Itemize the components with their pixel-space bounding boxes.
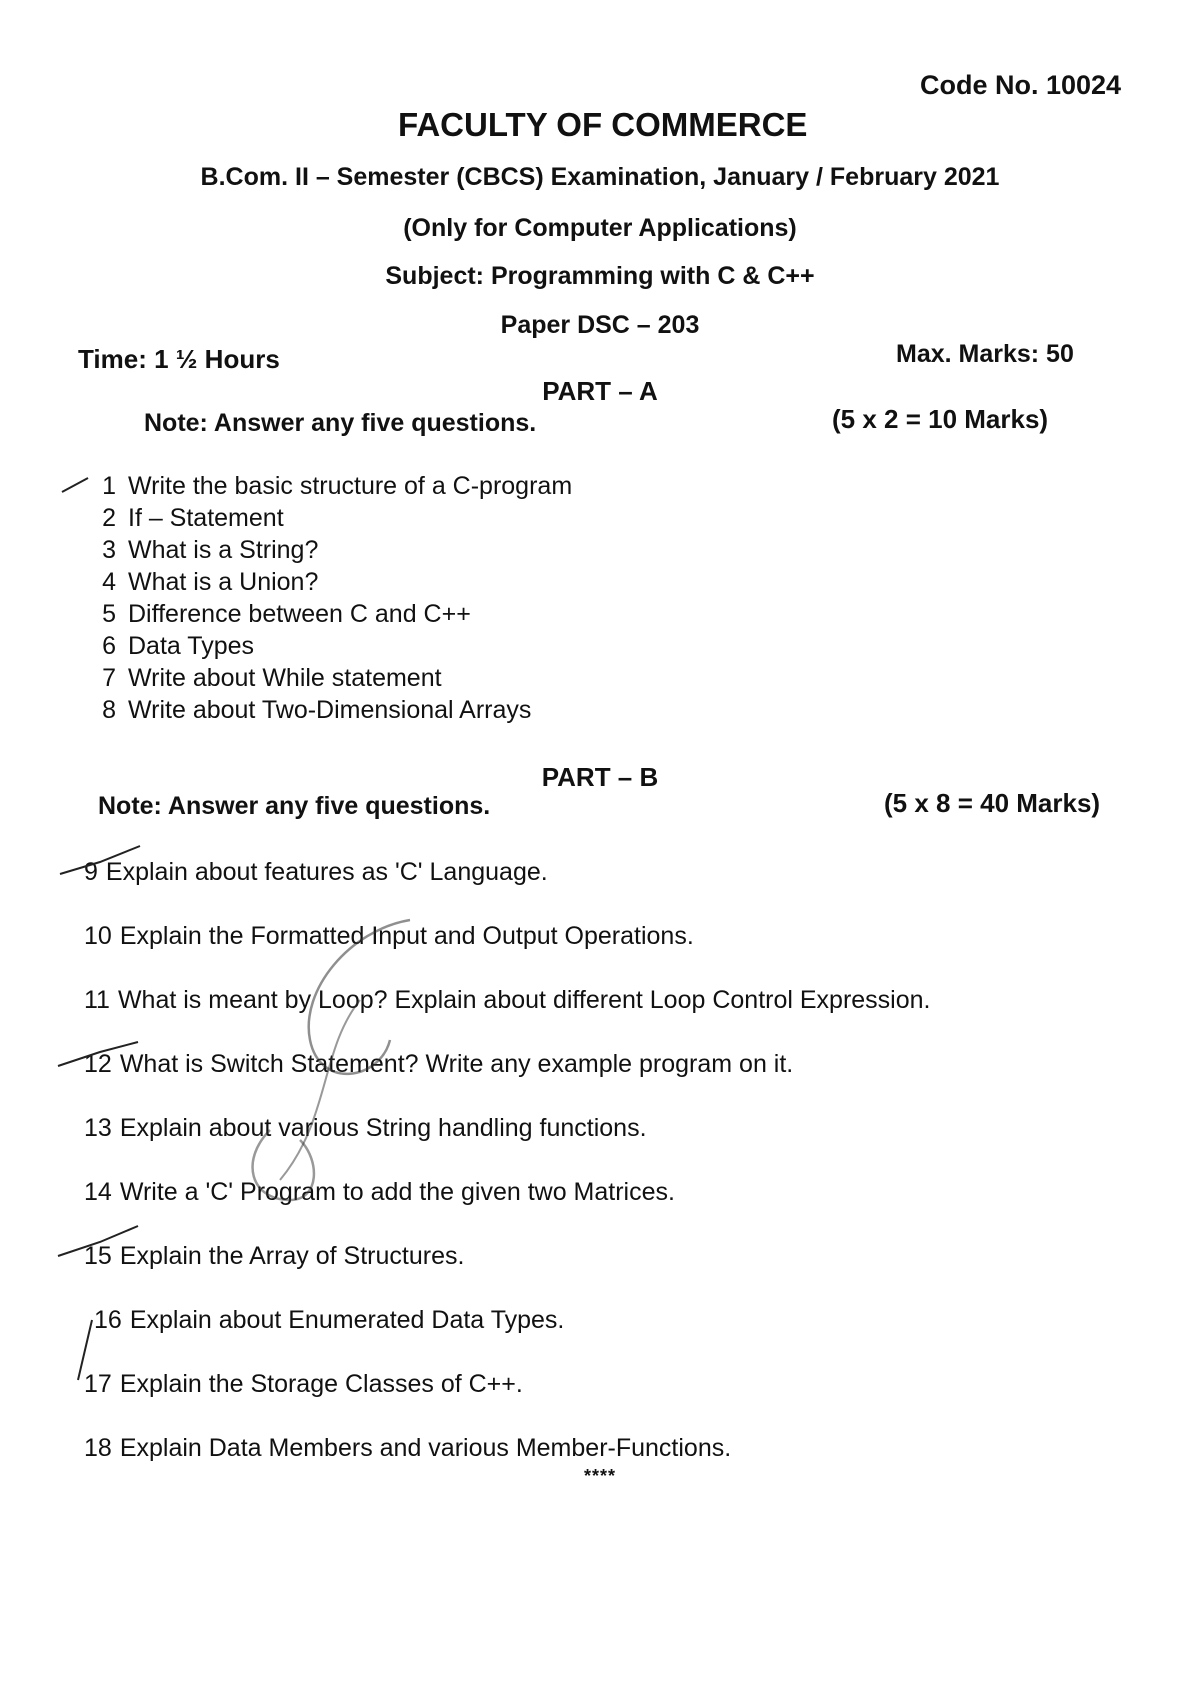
question-number: 1 — [102, 472, 116, 500]
question-item — [70, 696, 531, 725]
question-number: 7 — [102, 664, 116, 692]
question-item — [70, 504, 284, 533]
question-number: 10 — [84, 922, 112, 950]
question-number: 2 — [102, 504, 116, 532]
question-number: 5 — [102, 600, 116, 628]
question-item — [84, 986, 930, 1015]
question-item — [84, 1050, 793, 1079]
question-text: Explain the Storage Classes of C++. — [119, 1370, 523, 1398]
question-text: If – Statement — [128, 504, 284, 532]
question-text: Explain about Enumerated Data Types. — [129, 1306, 565, 1334]
question-item — [84, 922, 694, 951]
question-text: What is meant by Loop? Explain about different Loop Control Expression. — [117, 986, 931, 1014]
part-b-marks: (5 x 8 = 40 Marks) — [884, 788, 1101, 818]
max-marks: Max. Marks: 50 — [896, 340, 1074, 368]
question-text: Explain the Formatted Input and Output Operations. — [119, 922, 694, 950]
part-a-marks: (5 x 2 = 10 Marks) — [832, 404, 1049, 434]
question-item — [84, 1178, 675, 1207]
question-number: 3 — [102, 536, 116, 564]
question-text: Write about While statement — [128, 664, 442, 692]
question-text: Write a 'C' Program to add the given two Matrices. — [119, 1178, 675, 1206]
question-number: 18 — [84, 1434, 112, 1462]
faculty-title: FACULTY OF COMMERCE — [398, 106, 808, 143]
only-for-line: (Only for Computer Applications) — [403, 214, 797, 242]
question-text: What is a String? — [128, 536, 319, 564]
question-text: Write about Two-Dimensional Arrays — [128, 696, 532, 724]
question-item — [84, 858, 548, 887]
question-item — [84, 1434, 731, 1463]
question-number: 11 — [84, 986, 110, 1014]
question-item — [70, 664, 442, 693]
question-item — [70, 568, 318, 597]
question-item — [84, 1242, 464, 1271]
question-text: What is Switch Statement? Write any example program on it. — [119, 1050, 794, 1078]
question-text: Explain the Array of Structures. — [119, 1242, 465, 1270]
subject-line: Subject: Programming with C & C++ — [385, 262, 815, 290]
question-number: 15 — [84, 1242, 112, 1270]
question-text: What is a Union? — [128, 568, 319, 596]
question-item — [84, 1114, 647, 1143]
question-item — [70, 536, 318, 565]
question-text: Explain Data Members and various Member-Functions. — [119, 1434, 732, 1462]
question-item — [70, 600, 471, 629]
question-text: Explain about features as 'C' Language. — [105, 858, 548, 886]
question-item — [70, 472, 572, 501]
code-number: Code No. 10024 — [920, 70, 1122, 100]
question-number: 17 — [84, 1370, 112, 1398]
question-number: 16 — [94, 1306, 122, 1334]
paper-code: Paper DSC – 203 — [500, 311, 700, 339]
question-number: 12 — [84, 1050, 112, 1078]
question-number: 9 — [84, 858, 98, 886]
question-text: Write the basic structure of a C-program — [128, 472, 573, 500]
exam-title: B.Com. II – Semester (CBCS) Examination, January / February 2021 — [200, 163, 1000, 191]
question-item — [70, 632, 254, 661]
question-number: 6 — [102, 632, 116, 660]
question-number: 8 — [102, 696, 116, 724]
part-b-heading: PART – B — [541, 762, 659, 792]
part-a-note: Note: Answer any five questions. — [144, 409, 537, 437]
end-stars: **** — [583, 1466, 617, 1486]
time-allowed: Time: 1 ½ Hours — [78, 344, 280, 374]
part-b-note: Note: Answer any five questions. — [98, 792, 491, 820]
question-item — [94, 1306, 564, 1335]
question-item — [84, 1370, 523, 1399]
question-number: 13 — [84, 1114, 112, 1142]
question-number: 14 — [84, 1178, 112, 1206]
question-text: Explain about various String handling functions. — [119, 1114, 647, 1142]
question-number: 4 — [102, 568, 116, 596]
question-text: Difference between C and C++ — [128, 600, 471, 628]
question-text: Data Types — [128, 632, 255, 660]
part-a-heading: PART – A — [542, 376, 658, 406]
